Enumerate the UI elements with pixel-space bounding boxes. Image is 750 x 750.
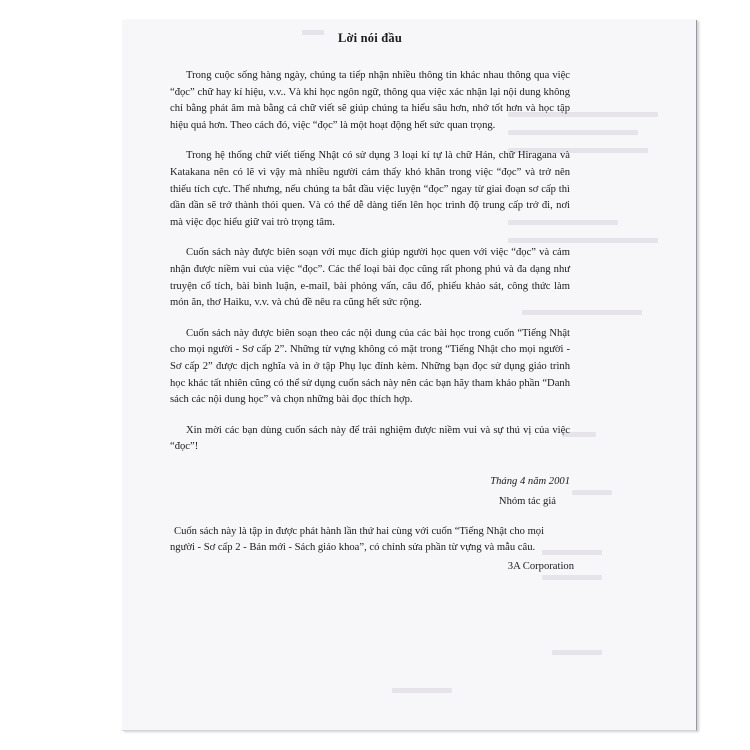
edition-note: Cuốn sách này là tập in được phát hành lần thứ hai cùng với cuốn “Tiếng Nhật cho mọi người - Sơ cấp 2 - Bản mới - Sách giáo khoa”, có chỉnh sửa phần từ vựng và mẫu câu. xyxy=(170,525,545,554)
paragraph-4: Cuốn sách này được biên soạn theo các nội dung của các bài học trong cuốn “Tiếng Nhật cho mọi người - Sơ cấp 2”. Những từ vựng không có mặt trong “Tiếng Nhật cho mọi người - Sơ cấp 2” được dịch nghĩa và in ở tập Phụ lục đính kèm. Những bạn đọc sử dụng giáo trình học khác tất nhiên cũng có thể sử dụng cuốn sách này nên các bạn hãy tham khảo phần “Danh sách các nội dung học” và chọn những bài đọc thích hợp. xyxy=(170,327,570,406)
paragraph-3: Cuốn sách này được biên soạn với mục đích giúp người học quen với việc “đọc” và cảm nhận được niềm vui của việc “đọc”. Các thể loại bài đọc cũng rất phong phú và đa dạng như truyện cổ tích, bài bình luận, e-mail, bài phỏng vấn, câu đố, phiếu khảo sát, công thức làm món ăn, thơ Haiku, v.v. và chủ đề nêu ra cũng hết sức rộng. xyxy=(170,247,570,309)
page-content xyxy=(170,30,574,576)
page-title: Lời nói đầu xyxy=(337,31,402,45)
paragraph-2: Trong hệ thống chữ viết tiếng Nhật có sử dụng 3 loại kí tự là chữ Hán, chữ Hiragana và Katakana nên có lẽ vì vậy mà nhiều người cảm thấy khó khăn trong việc “đọc” và trở nên thiếu tích cực. Thế nhưng, nếu chúng ta bắt đầu việc luyện “đọc” ngay từ giai đoạn sơ cấp thì dần dần sẽ trở thành thói quen. Và có thể dễ dàng tiến lên học trình độ trung cấp trở đi, nơi mà việc đọc hiểu giữ vai trò trọng tâm. xyxy=(170,150,570,228)
signature-date: Tháng 4 năm 2001 xyxy=(490,475,570,487)
book-page xyxy=(122,20,697,731)
publisher-name: 3A Corporation xyxy=(507,561,574,573)
signature-block xyxy=(170,472,570,512)
paragraph-1: Trong cuộc sống hàng ngày, chúng ta tiếp nhận nhiều thông tin khác nhau thông qua việc “đọc” chữ hay kí hiệu, v.v.. Và khi học ngôn ngữ, thông qua việc xác nhận lại nội dung không chỉ bằng phát âm mà bằng cả chữ viết sẽ giúp chúng ta hiểu sâu hơn, nhớ tốt hơn và học tập hiệu quả hơn. Theo cách đó, việc “đọc” là một hoạt động hết sức quan trọng. xyxy=(170,70,570,131)
paragraph-5: Xin mời các bạn dùng cuốn sách này để trải nghiệm được niềm vui và sự thú vị của việc “đọc”! xyxy=(170,424,570,453)
signature-author: Nhóm tác giả xyxy=(498,495,556,507)
